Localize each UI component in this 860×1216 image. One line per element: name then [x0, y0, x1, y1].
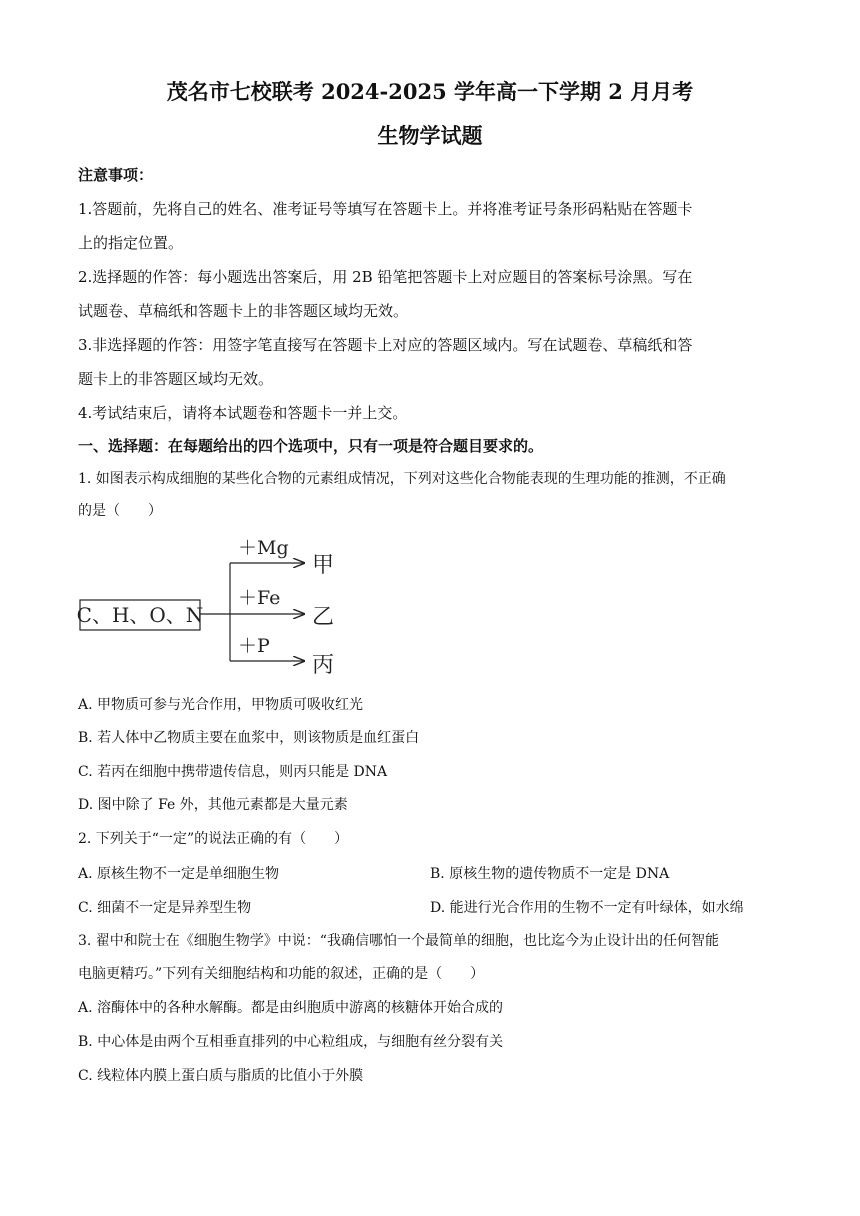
question-1-option: A. 甲物质可参与光合作用，甲物质可吸收红光	[78, 697, 364, 713]
question-1-stem: 的是（ ）	[78, 503, 162, 519]
section-heading: 一、选择题：在每题给出的四个选项中，只有一项是符合题目要求的。	[78, 437, 544, 455]
notice-item: 2.选择题的作答：每小题选出答案后，用 2B 铅笔把答题卡上对应题目的答案标号涂黑。写在	[78, 268, 693, 286]
branch-label-mg: ＋Mg	[238, 537, 289, 559]
notice-item: 题卡上的非答题区域均无效。	[78, 370, 274, 388]
exam-subtitle: 生物学试题	[377, 123, 483, 148]
question-2-stem: 2. 下列关于“一定”的说法正确的有（ ）	[78, 831, 349, 847]
notice-heading: 注意事项：	[78, 166, 154, 184]
question-2-option: D. 能进行光合作用的生物不一定有叶绿体，如水绵	[430, 900, 744, 916]
notice-item: 试题卷、草稿纸和答题卡上的非答题区域均无效。	[78, 302, 409, 320]
question-2-option: C. 细菌不一定是异养型生物	[78, 900, 252, 916]
question-3-option: C. 线粒体内膜上蛋白质与脂质的比值小于外膜	[78, 1068, 364, 1084]
question-2-option: A. 原核生物不一定是单细胞生物	[78, 866, 280, 882]
element-box-label: C、H、O、N	[76, 603, 204, 627]
question-1-option: B. 若人体中乙物质主要在血浆中，则该物质是血红蛋白	[78, 730, 420, 746]
branch-label-p: ＋P	[238, 635, 270, 657]
exam-title: 茂名市七校联考 2024-2025 学年高一下学期 2 月月考	[166, 79, 694, 104]
question-3-stem: 3. 翟中和院士在《细胞生物学》中说：“我确信哪怕一个最简单的细胞，也比迄今为止设计出的任何智能	[78, 933, 719, 949]
question-1-option: C. 若丙在细胞中携带遗传信息，则丙只能是 DNA	[78, 764, 388, 780]
question-3-option: A. 溶酶体中的各种水解酶。都是由纠胞质中游离的核糖体开始合成的	[78, 1000, 504, 1016]
notice-item: 3.非选择题的作答：用签字笔直接写在答题卡上对应的答题区域内。写在试题卷、草稿纸和答	[78, 336, 693, 354]
element-composition-diagram	[0, 530, 860, 680]
target-bing: 丙	[312, 653, 335, 678]
question-1-stem: 1. 如图表示构成细胞的某些化合物的元素组成情况，下列对这些化合物能表现的生理功能的推测，不正确	[78, 471, 726, 487]
question-3-stem: 电脑更精巧。”下列有关细胞结构和功能的叙述，正确的是（ ）	[78, 966, 485, 982]
target-yi: 乙	[312, 605, 335, 630]
question-1-option: D. 图中除了 Fe 外，其他元素都是大量元素	[78, 797, 348, 813]
target-jia: 甲	[312, 553, 335, 578]
notice-item: 1.答题前，先将自己的姓名、准考证号等填写在答题卡上。并将准考证号条形码粘贴在答题卡	[78, 200, 693, 218]
question-2-option: B. 原核生物的遗传物质不一定是 DNA	[430, 866, 670, 882]
branch-label-fe: ＋Fe	[238, 587, 281, 609]
question-3-option: B. 中心体是由两个互相垂直排列的中心粒组成，与细胞有丝分裂有关	[78, 1034, 504, 1050]
notice-item: 上的指定位置。	[78, 234, 184, 252]
notice-item: 4.考试结束后，请将本试题卷和答题卡一并上交。	[78, 404, 408, 422]
